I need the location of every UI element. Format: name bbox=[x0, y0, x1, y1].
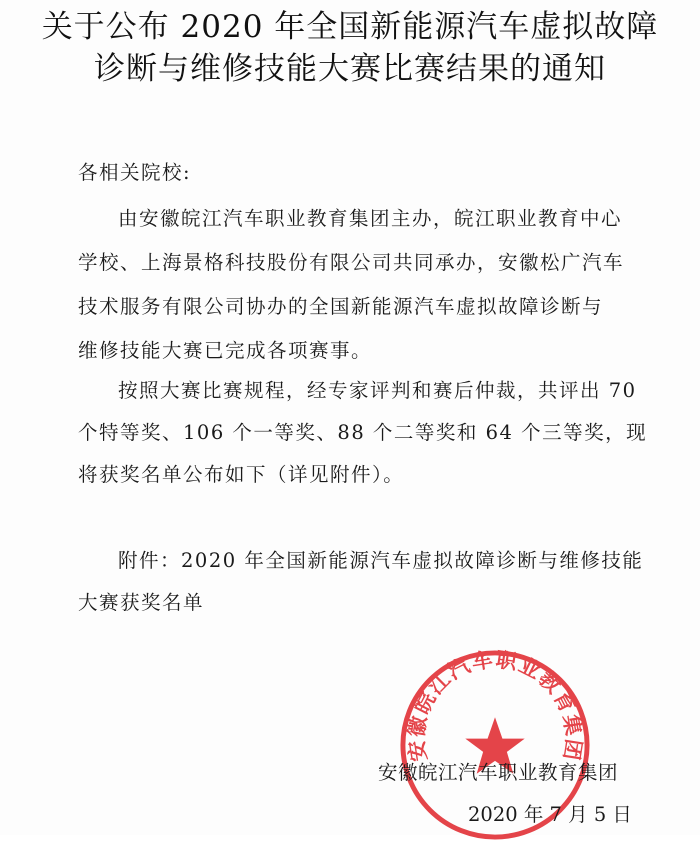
attachment-line2: 大赛获奖名单 bbox=[78, 591, 205, 614]
salutation: 各相关院校: bbox=[78, 161, 192, 184]
paragraph2-line3: 将获奖名单公布如下（详见附件）。 bbox=[78, 463, 405, 486]
signature-organization: 安徽皖江汽车职业教育集团 bbox=[378, 761, 619, 784]
paragraph1-line4: 维修技能大赛已完成各项赛事。 bbox=[78, 339, 373, 362]
signature-date: 2020 年 7 月 5 日 bbox=[468, 803, 632, 826]
paragraph2-line2: 个特等奖、106 个一等奖、88 个二等奖和 64 个三等奖，现 bbox=[78, 421, 648, 444]
paragraph1-line1: 由安徽皖江汽车职业教育集团主办，皖江职业教育中心 bbox=[118, 207, 623, 230]
paragraph2-line1: 按照大赛比赛规程，经专家评判和赛后仲裁，共评出 70 bbox=[118, 379, 637, 402]
paragraph1-line2: 学校、上海景格科技股份有限公司共同承办，安徽松广汽车 bbox=[78, 251, 625, 274]
attachment-line1: 附件：2020 年全国新能源汽车虚拟故障诊断与维修技能 bbox=[118, 549, 644, 572]
notice-title-line2: 诊断与维修技能大赛比赛结果的通知 bbox=[94, 51, 606, 87]
notice-title-line1: 关于公布 2020 年全国新能源汽车虚拟故障 bbox=[41, 9, 659, 45]
seal-text: 安徽皖江汽车职业教育集团 bbox=[404, 647, 586, 764]
paragraph1-line3: 技术服务有限公司协办的全国新能源汽车虚拟故障诊断与 bbox=[78, 295, 604, 318]
